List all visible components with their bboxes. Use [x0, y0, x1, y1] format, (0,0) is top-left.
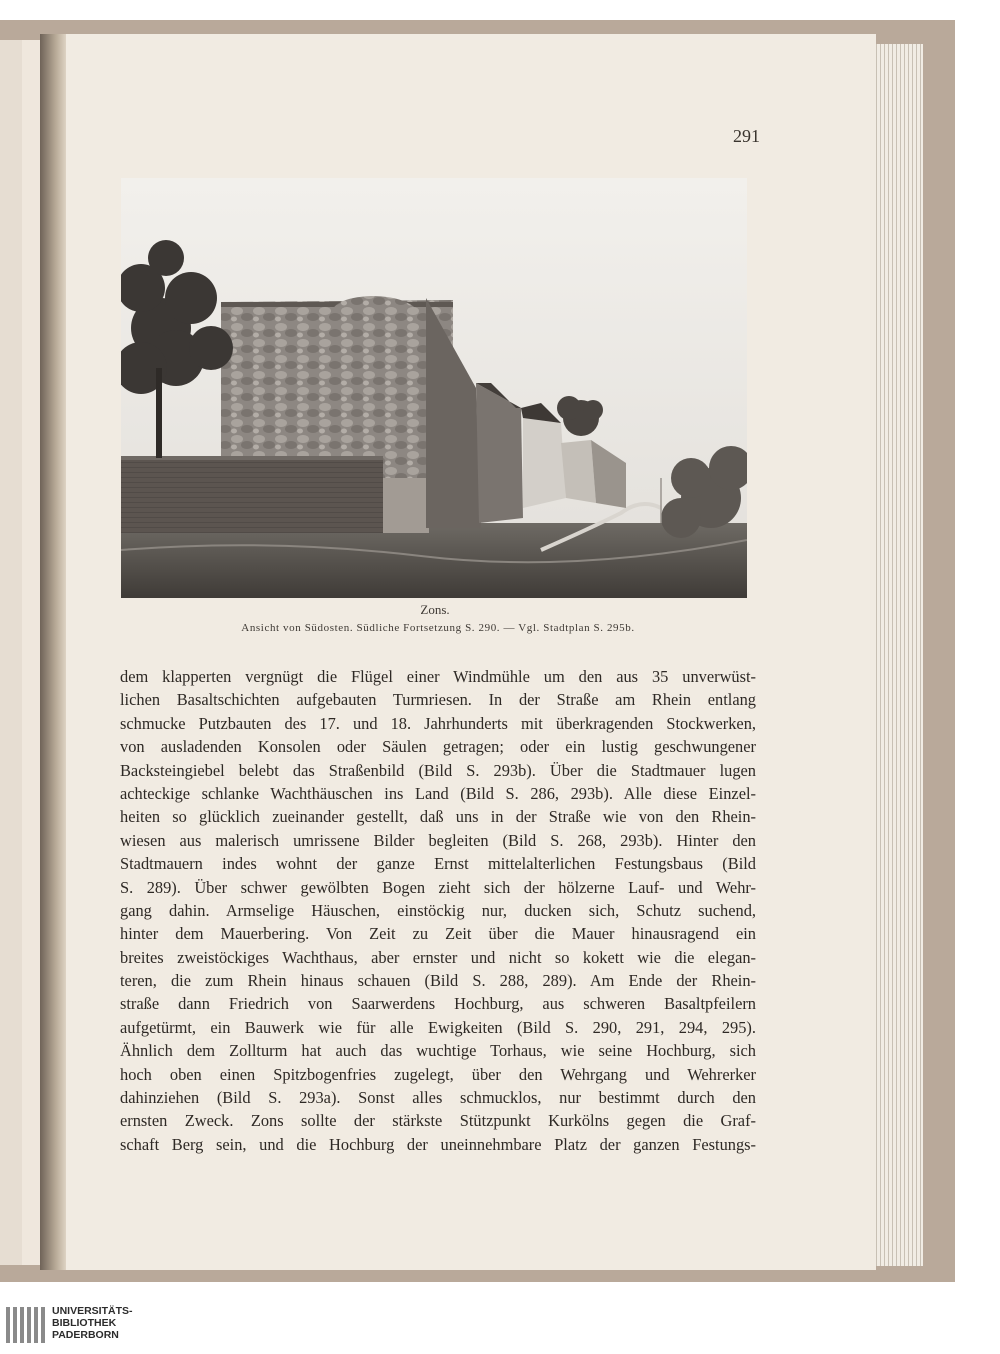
text-line: Backsteingiebel belebt das Straßenbild (Bild S. 293b). Über die Stadtmauer lugen: [120, 760, 756, 780]
text-line: achteckige schlanke Wachthäuschen ins Land (Bild S. 286, 293b). Alle diese Einzel-: [120, 783, 756, 803]
page-number: 291: [733, 126, 760, 146]
text-line: teren, die zum Rhein hinaus schauen (Bild S. 288, 289). Am Ende der Rhein-: [120, 971, 756, 991]
logo-line-1: UNIVERSITÄTS-: [52, 1305, 133, 1317]
text-line: wiesen aus malerisch umrissene Bilder begleiten (Bild S. 268, 293b). Hinter den: [120, 830, 756, 850]
plate-caption: Ansicht von Südosten. Südliche Fortsetzung S. 290. — Vgl. Stadtplan S. 295b.: [241, 622, 635, 634]
plate-title: Zons.: [420, 602, 450, 617]
text-line: schmucke Putzbauten des 17. und 18. Jahrhunderts mit überkragenden Stockwerken,: [120, 713, 756, 733]
text-line: Stadtmauern indes wohnt der ganze Ernst mittelalterlichen Festungsbaus (Bild: [120, 854, 756, 874]
photo-plate: [121, 178, 747, 598]
text-line: lichen Basaltschichten aufgebauten Turmriesen. In der Straße am Rhein entlang: [120, 690, 756, 710]
text-line: straße dann Friedrich von Saarwerdens Hochburg, aus schweren Basaltpfeilern: [120, 994, 756, 1014]
library-logo: [4, 1305, 154, 1345]
logo-line-3: PADERBORN: [52, 1329, 119, 1341]
spine-shadow: [40, 34, 66, 1270]
text-line: schaft Berg sein, und die Hochburg der uneinnehmbare Platz der ganzen Festungs-: [120, 1134, 756, 1154]
text-line: Ähnlich dem Zollturm hat auch das wuchtige Torhaus, wie seine Hochburg, sich: [120, 1041, 756, 1061]
logo-line-2: BIBLIOTHEK: [52, 1317, 117, 1329]
text-line: hinter dem Mauerbering. Von Zeit zu Zeit über die Mauer hinausragend ein: [120, 924, 756, 944]
text-line: gang dahin. Armselige Häuschen, einstöckig nur, ducken sich, Schutz suchend,: [120, 900, 756, 920]
text-line: von ausladenden Konsolen oder Säulen getragen; oder ein lustig geschwungener: [120, 737, 756, 757]
text-line: aufgetürmt, ein Bauwerk wie für alle Ewigkeiten (Bild S. 290, 291, 294, 295).: [120, 1017, 756, 1037]
text-line: S. 289). Über schwer gewölbten Bogen zieht sich der hölzerne Lauf- und Wehr-: [120, 877, 756, 897]
text-line: dahinziehen (Bild S. 293a). Sonst alles schmucklos, nur bestimmt durch den: [120, 1088, 756, 1108]
text-line: ernsten Zweck. Zons sollte der stärkste Stützpunkt Kurkölns gegen die Graf-: [120, 1111, 756, 1131]
text-line: heiten so glücklich zueinander gestellt, daß uns in der Straße wie von den Rhein-: [120, 807, 756, 827]
left-page-strip: [0, 40, 22, 1265]
body-text: [120, 665, 756, 1156]
library-logo-icon: [4, 1305, 46, 1345]
page-stack-edge: [873, 44, 923, 1266]
text-line: dem klapperten vergnügt die Flügel einer Windmühle um den aus 35 unverwüst-: [120, 667, 756, 686]
text-line: breites zweistöckiges Wachthaus, aber ernster und nicht so kokett wie die elegan-: [120, 947, 756, 967]
text-line: hoch oben einen Spitzbogenfries zugelegt, über den Wehrgang und Wehrerker: [120, 1064, 756, 1084]
zons-photo-illustration: [121, 178, 747, 598]
